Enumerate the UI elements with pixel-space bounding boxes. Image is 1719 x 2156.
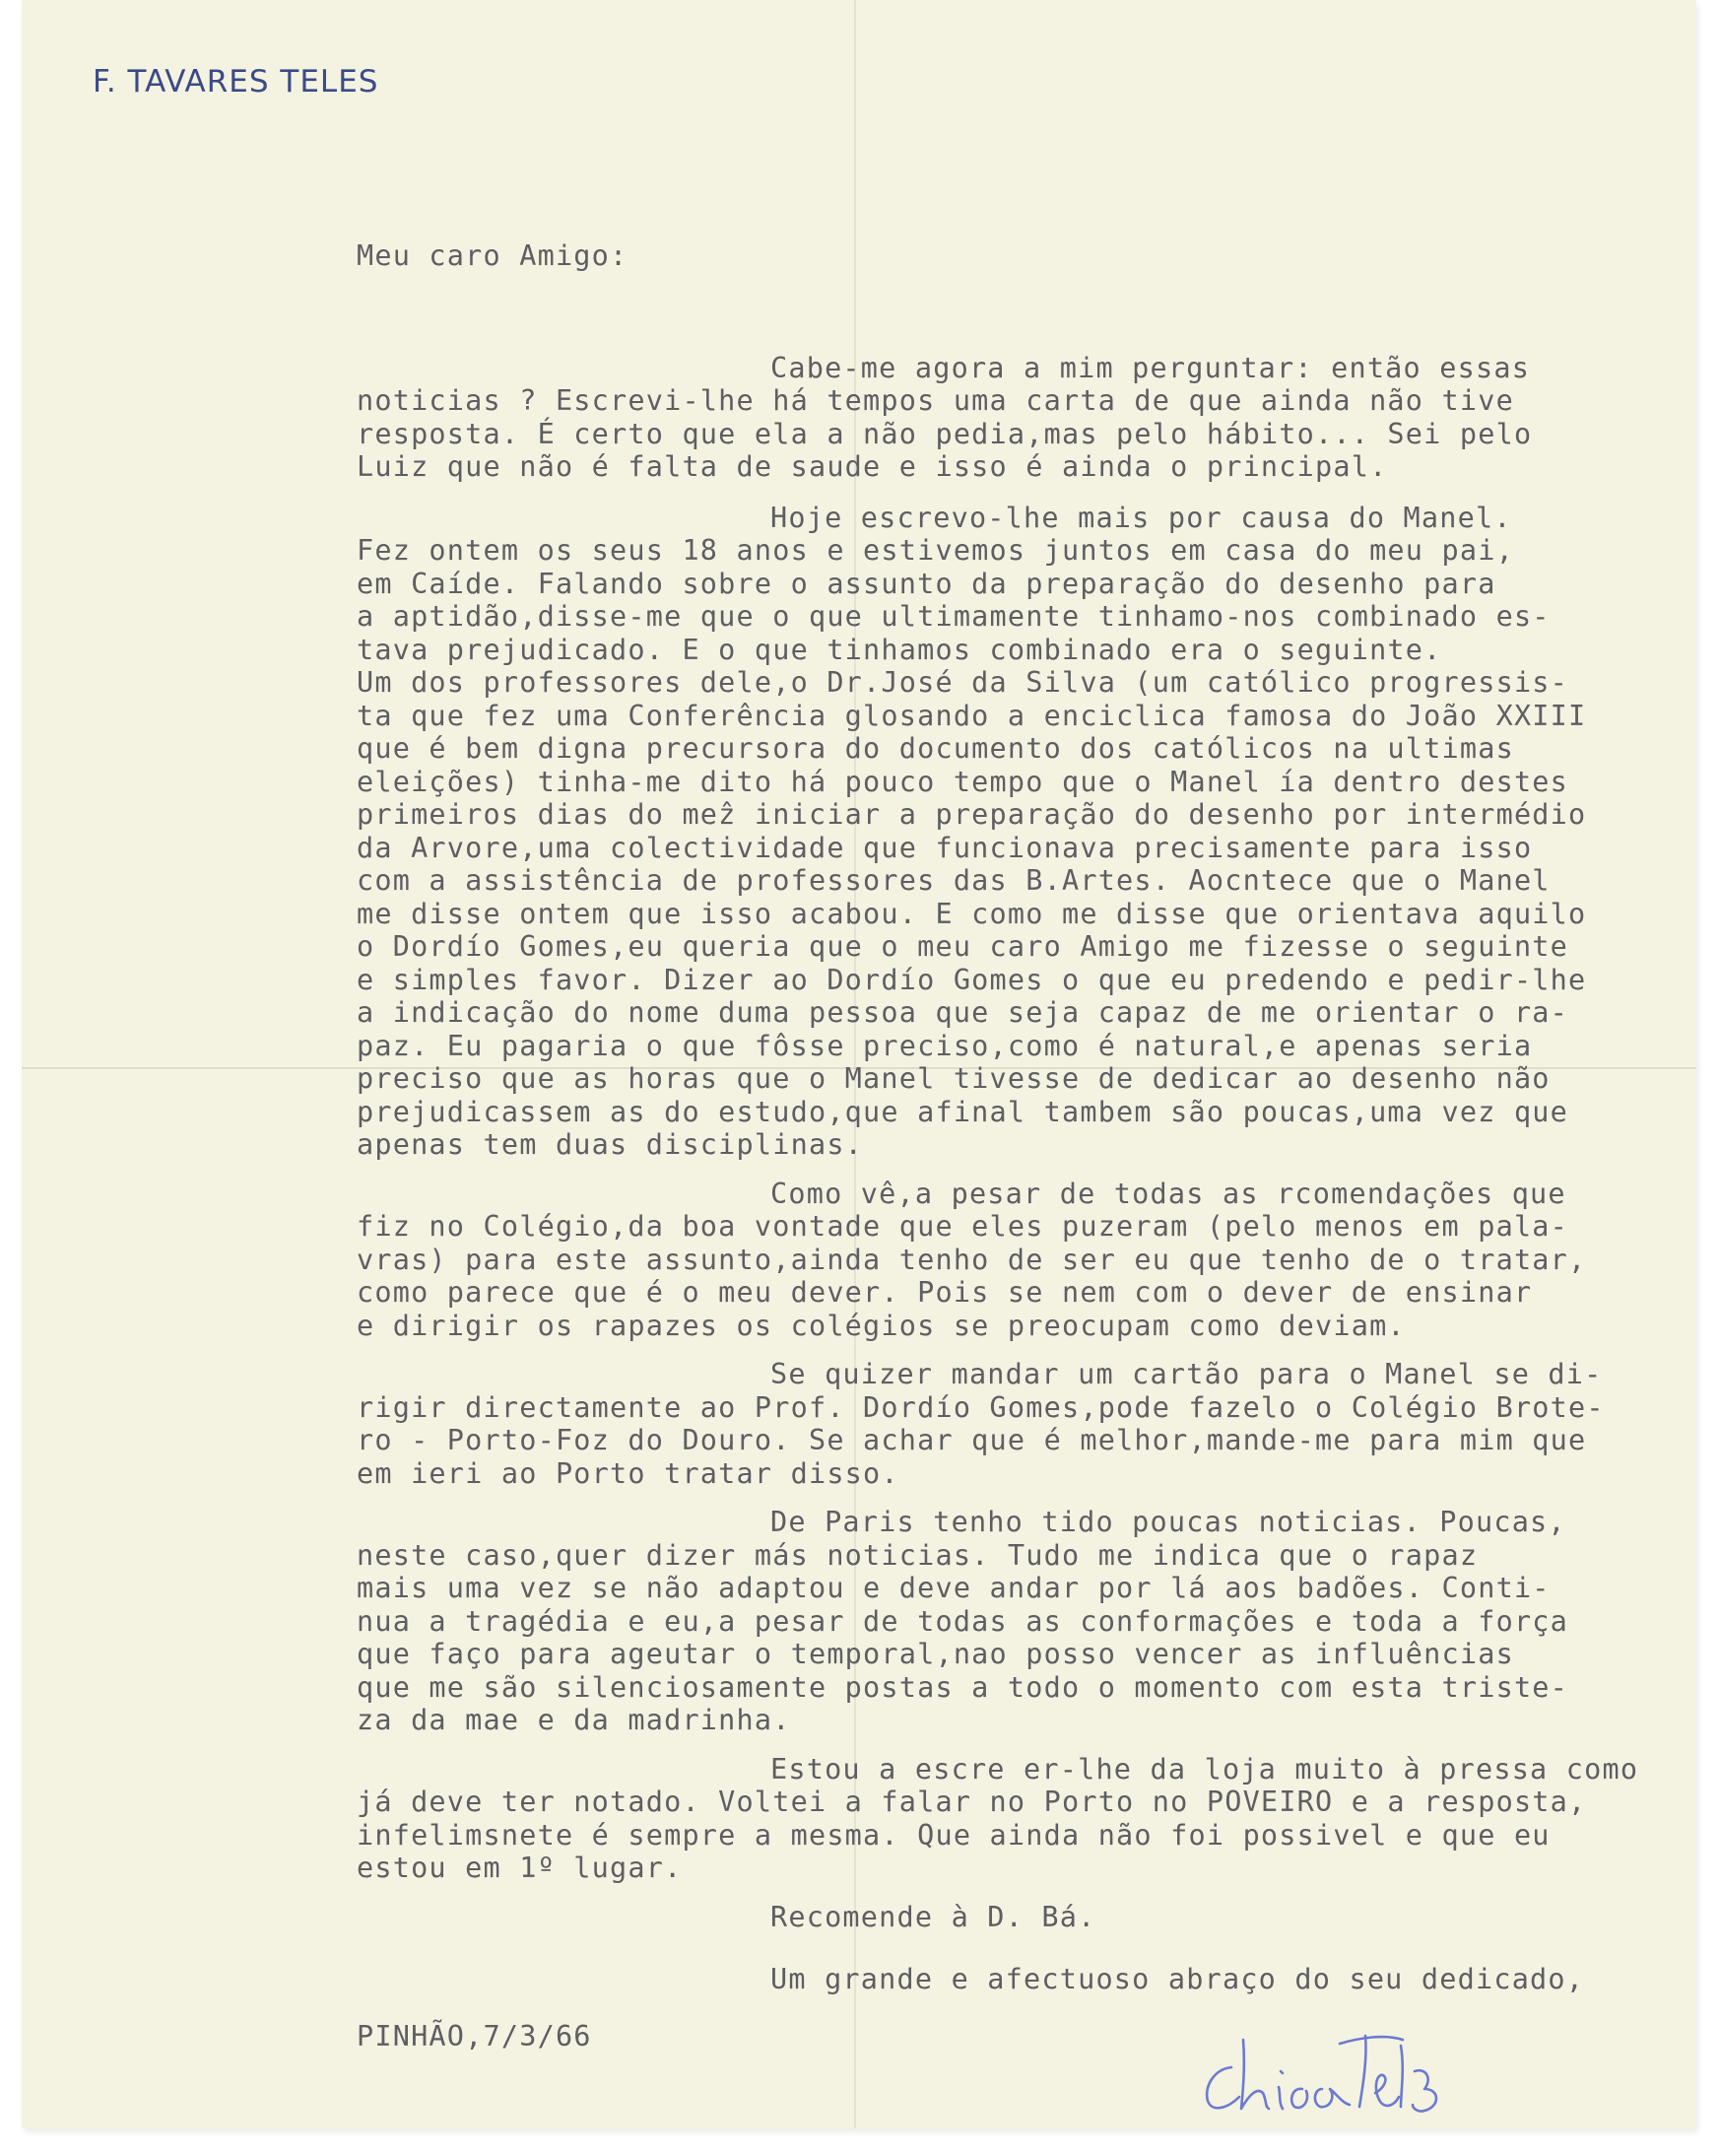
text-line: Como vê,a pesar de todas as rcomendações que bbox=[770, 1177, 1566, 1210]
farewell-line: Um grande e afectuoso abraço do seu dedicado, bbox=[770, 1963, 1585, 1995]
paragraph-2 bbox=[357, 502, 1694, 1162]
text-line: que me são silenciosamente postas a todo o momento com esta triste- bbox=[357, 1670, 1569, 1704]
text-line: infelimsnete é sempre a mesma. Que ainda não foi possivel e que eu bbox=[357, 1818, 1551, 1852]
text-line: noticias ? Escrevi-lhe há tempos uma carta de que ainda não tive bbox=[357, 384, 1514, 417]
text-line: vras) para este assunto,ainda tenho de ser eu que tenho de o tratar, bbox=[357, 1243, 1587, 1276]
text-line: Se quizer mandar um cartão para o Manel se di- bbox=[770, 1358, 1603, 1390]
paragraph-6 bbox=[357, 1753, 1694, 1885]
text-line: o Dordío Gomes,eu queria que o meu caro Amigo me fizesse o seguinte bbox=[357, 930, 1569, 963]
spacer bbox=[357, 1933, 1694, 1963]
place-date: PINHÃO,7/3/66 bbox=[357, 2020, 592, 2053]
text-line: ro - Porto-Foz do Douro. Se achar que é melhor,mande-me para mim que bbox=[357, 1424, 1587, 1456]
text-line: De Paris tenho tido poucas noticias. Poucas, bbox=[770, 1506, 1566, 1538]
text-line: tava prejudicado. E o que tinhamos combinado era o seguinte. bbox=[357, 633, 1442, 666]
text-line: fiz no Colégio,da boa vontade que eles puzeram (pelo menos em pala- bbox=[357, 1210, 1569, 1243]
text-line: que é bem digna precursora do documento dos católicos na ultimas bbox=[357, 732, 1514, 765]
text-line: neste caso,quer dizer más noticias. Tudo me indica que o rapaz bbox=[357, 1538, 1479, 1572]
text-line: resposta. É certo que ela a não pedia,mas pelo hábito... Sei pelo bbox=[357, 417, 1533, 450]
text-line: paz. Eu pagaria o que fôsse preciso,como é natural,e apenas seria bbox=[357, 1029, 1533, 1062]
text-line: da Arvore,uma colectividade que funcionava precisamente para isso bbox=[357, 831, 1533, 864]
letter-body bbox=[335, 239, 1694, 1996]
text-line: e dirigir os rapazes os colégios se preocupam como deviam. bbox=[357, 1309, 1406, 1342]
text-line: Estou a escre er-lhe da loja muito à pressa como bbox=[770, 1752, 1639, 1785]
text-line: Fez ontem os seus 18 anos e estivemos juntos em casa do meu pai, bbox=[357, 534, 1514, 567]
paragraph-4 bbox=[357, 1358, 1694, 1490]
text-line: me disse ontem que isso acabou. E como me disse que orientava aquilo bbox=[357, 897, 1587, 930]
text-line: Hoje escrevo-lhe mais por causa do Manel. bbox=[770, 501, 1512, 534]
text-line: já deve ter notado. Voltei a falar no Porto no POVEIRO e a resposta, bbox=[357, 1785, 1587, 1818]
text-line: em Caíde. Falando sobre o assunto da preparação do desenho para bbox=[357, 567, 1496, 600]
paragraph-1 bbox=[357, 352, 1694, 484]
text-line: ta que fez uma Conferência glosando a enciclica famosa do João XXIII bbox=[357, 699, 1587, 732]
closing bbox=[357, 1901, 1694, 1996]
text-line: apenas tem duas disciplinas. bbox=[357, 1128, 864, 1161]
text-line: mais uma vez se não adaptou e deve andar por lá aos badões. Conti- bbox=[357, 1572, 1551, 1604]
letterhead: F. TAVARES TELES bbox=[93, 64, 379, 100]
text-line: em ieri ao Porto tratar disso. bbox=[357, 1456, 899, 1490]
salutation: Meu caro Amigo: bbox=[357, 239, 628, 272]
text-line: Um dos professores dele,o Dr.José da Silva (um católico progressis- bbox=[357, 666, 1569, 699]
text-line: estou em 1º lugar. bbox=[357, 1852, 683, 1884]
text-line: eleições) tinha-me dito há pouco tempo que o Manel ía dentro destes bbox=[357, 765, 1569, 798]
text-line: e simples favor. Dizer ao Dordío Gomes o que eu predendo e pedir-lhe bbox=[357, 963, 1587, 996]
paragraph-5 bbox=[357, 1506, 1694, 1737]
text-line: Luiz que não é falta de saude e isso é ainda o principal. bbox=[357, 450, 1388, 483]
text-line: rigir directamente ao Prof. Dordío Gomes,pode fazelo o Colégio Brote- bbox=[357, 1390, 1605, 1424]
text-line: que faço para ageutar o temporal,nao posso vencer as influências bbox=[357, 1638, 1514, 1670]
text-line: za da mae e da madrinha. bbox=[357, 1704, 791, 1736]
text-line: prejudicassem as do estudo,que afinal tambem são poucas,uma vez que bbox=[357, 1095, 1569, 1128]
text-line: com a assistência de professores das B.Artes. Aocntece que o Manel bbox=[357, 864, 1551, 897]
text-line: nua a tragédia e eu,a pesar de todas as conformações e toda a força bbox=[357, 1604, 1569, 1638]
text-line: preciso que as horas que o Manel tivesse de dedicar ao desenho não bbox=[357, 1062, 1551, 1095]
handwritten-signature bbox=[1192, 2010, 1458, 2119]
text-line: Cabe-me agora a mim perguntar: então essas bbox=[770, 351, 1531, 384]
text-line: como parece que é o meu dever. Pois se nem com o dever de ensinar bbox=[357, 1276, 1533, 1309]
paragraph-3 bbox=[357, 1178, 1694, 1343]
text-line: primeiros dias do meẑ iniciar a preparação do desenho por intermédio bbox=[357, 798, 1587, 831]
recommendation-line: Recomende à D. Bá. bbox=[770, 1900, 1096, 1933]
text-line: a indicação do nome duma pessoa que seja capaz de me orientar o ra- bbox=[357, 996, 1569, 1029]
text-line: a aptidão,disse-me que o que ultimamente tinhamo-nos combinado es- bbox=[357, 600, 1551, 633]
